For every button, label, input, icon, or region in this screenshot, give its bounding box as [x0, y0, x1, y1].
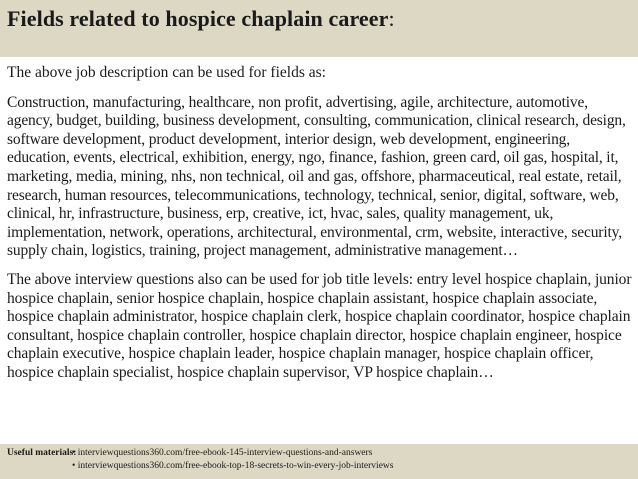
footer-label: Useful materials:: [7, 448, 77, 458]
main-content: [7, 64, 635, 383]
job-levels-paragraph: The above interview questions also can be used for job title levels: entry level hospice chaplain, junior hospice chaplain, senior hospice chaplain, hospice chaplain assistant, hospice chaplain associate, hospice chaplain administrator, hospice chaplain clerk, hospice chaplain coordinator, hospice chaplain consultant, hospice chaplain controller, hospice chaplain director, hospice chaplain engineer, hospice chaplain executive, hospice chaplain leader, hospice chaplain manager, hospice chaplain officer, hospice chaplain specialist, hospice chaplain supervisor, VP hospice chaplain…: [7, 270, 632, 381]
footer-bar: [0, 444, 638, 479]
page-title-colon: :: [388, 6, 395, 31]
title-bar: [0, 0, 638, 57]
fields-paragraph: Construction, manufacturing, healthcare, non profit, advertising, agile, architecture, automotive, agency, budget, building, business development, consulting, communication, clinical research, design, software development, product development, interior design, web development, engineering, education, events, electrical, exhibition, energy, ngo, finance, fashion, green card, oil gas, hospital, it, marketing, media, mining, nhs, non technical, oil and gas, offshore, pharmaceutical, real estate, retail, research, human resources, telecommunications, technology, technical, senior, digital, software, web, clinical, hr, infrastructure, business, erp, creative, ict, hvac, sales, quality management, uk, implementation, network, operations, architectural, environmental, crm, website, interactive, security, supply chain, logistics, training, project management, administrative management…: [7, 93, 626, 260]
page-title-text: Fields related to hospice chaplain career: [7, 6, 389, 31]
footer-link-ebook-top-18[interactable]: • interviewquestions360.com/free-ebook-top-18-secrets-to-win-every-job-interviews: [72, 461, 394, 471]
page-title: [7, 6, 395, 31]
footer-link-ebook-145[interactable]: • interviewquestions360.com/free-ebook-145-interview-questions-and-answers: [72, 448, 373, 458]
intro-paragraph: The above job description can be used for fields as:: [7, 64, 326, 81]
footer-row-1: [7, 447, 638, 460]
footer-row-2: [7, 460, 638, 473]
